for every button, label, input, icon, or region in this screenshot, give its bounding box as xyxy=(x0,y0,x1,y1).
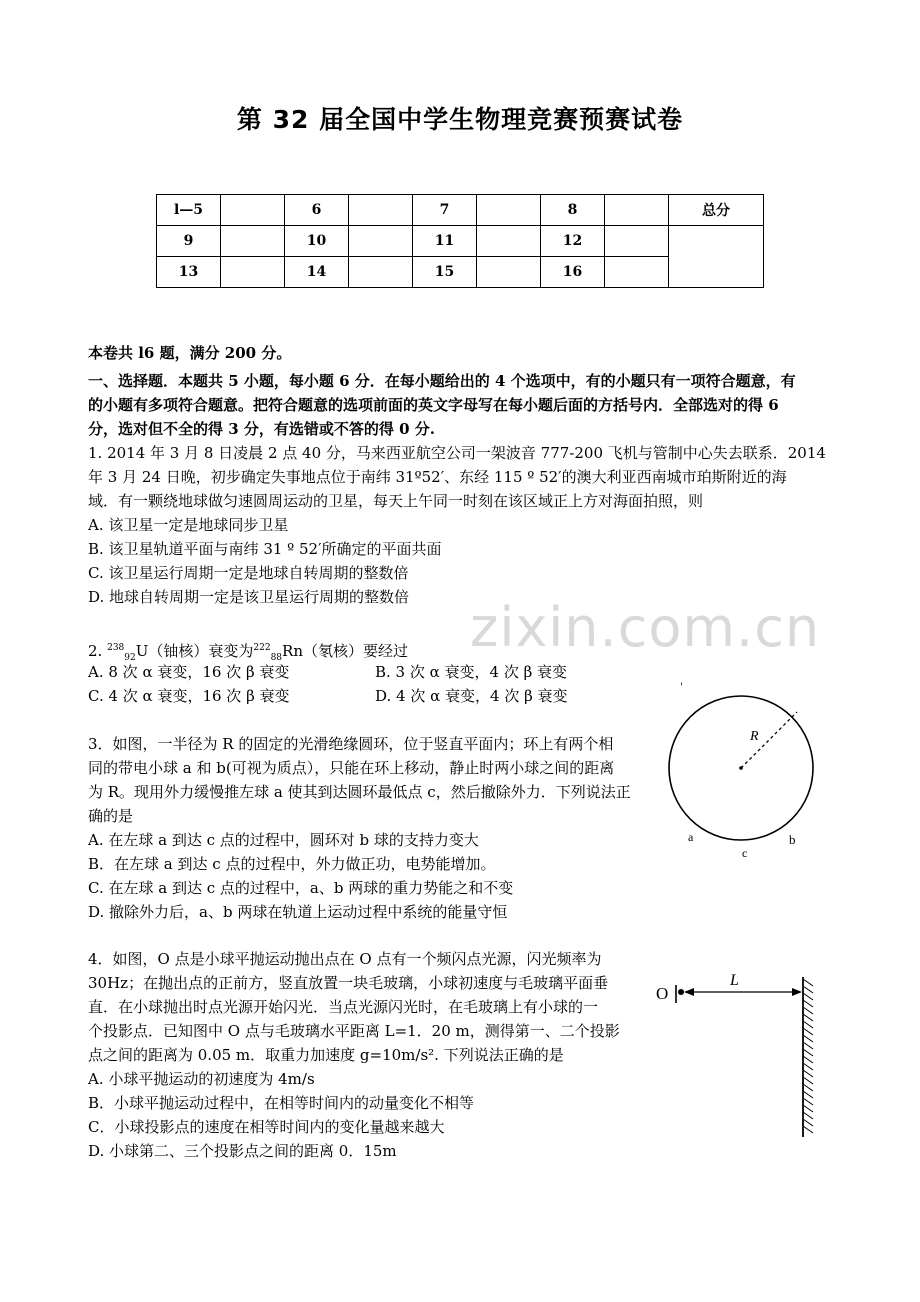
question-2 xyxy=(88,636,568,708)
option-a: A. 小球平抛运动的初速度为 4m/s xyxy=(88,1070,315,1088)
figure-mark: ' xyxy=(680,682,683,693)
table-cell xyxy=(605,195,669,226)
hatch-mark xyxy=(803,1063,813,1070)
table-row xyxy=(157,195,764,226)
table-row xyxy=(157,226,764,257)
hatch-mark xyxy=(803,1035,813,1042)
table-cell: 7 xyxy=(413,195,477,226)
option-a: A. 在左球 a 到达 c 点的过程中，圆环对 b 球的支持力变大 xyxy=(88,831,479,849)
text-line: 30Hz；在抛出点的正前方，竖直放置一块毛玻璃，小球初速度与毛玻璃平面垂 xyxy=(88,974,609,992)
table-cell xyxy=(221,226,285,257)
glass-hatching xyxy=(803,979,813,1133)
watermark: zixin.com.cn xyxy=(470,596,821,659)
options-row-2 xyxy=(88,684,568,708)
hatch-mark xyxy=(803,1084,813,1091)
table-cell: 6 xyxy=(285,195,349,226)
option-c: C．小球投影点的速度在相等时间内的变化量越来越大 xyxy=(88,1118,445,1136)
option-b: B. 3 次 α 衰变，4 次 β 衰变 xyxy=(375,663,568,681)
table-cell: 10 xyxy=(285,226,349,257)
text-line: 3．如图，一半径为 R 的固定的光滑绝缘圆环，位于竖直平面内；环上有两个相 xyxy=(88,735,614,753)
table-cell xyxy=(221,257,285,288)
table-cell xyxy=(349,257,413,288)
text-line: 确的是 xyxy=(88,807,134,825)
question-2-stem xyxy=(88,636,408,663)
ball-dot xyxy=(678,989,684,995)
uranium-atomic-number: 92 xyxy=(124,653,136,663)
hatch-mark xyxy=(803,1028,813,1035)
option-b: B．小球平抛运动过程中，在相等时间内的动量变化不相等 xyxy=(88,1094,475,1112)
score-table xyxy=(156,194,764,288)
table-cell: 12 xyxy=(541,226,605,257)
table-cell xyxy=(605,257,669,288)
hatch-mark xyxy=(803,1049,813,1056)
table-cell: 8 xyxy=(541,195,605,226)
text-line: 年 3 月 24 日晚，初步确定失事地点位于南纬 31º52′、东经 115 º 52′的澳大利亚西南城市珀斯附近的海 xyxy=(88,468,787,486)
question-1 xyxy=(88,441,826,609)
hatch-mark xyxy=(803,1014,813,1021)
total-score-cell[interactable] xyxy=(669,226,764,288)
table-cell xyxy=(221,195,285,226)
hatch-mark xyxy=(803,1077,813,1084)
hatch-mark xyxy=(803,1042,813,1049)
question-4 xyxy=(88,947,620,1163)
text-line: 为 R。现用外力缓慢推左球 a 使其到达圆环最低点 c，然后撤除外力．下列说法正 xyxy=(88,783,631,801)
hatch-mark xyxy=(803,986,813,993)
question-3 xyxy=(88,732,631,924)
uranium-text: U（铀核）衰变为 xyxy=(135,642,254,660)
hatch-mark xyxy=(803,993,813,1000)
hatch-mark xyxy=(803,1021,813,1028)
text-line: 直．在小球抛出时点光源开始闪光．当点光源闪光时，在毛玻璃上有小球的一 xyxy=(88,998,599,1016)
table-cell xyxy=(349,226,413,257)
table-cell: 16 xyxy=(541,257,605,288)
radon-text: Rn（氡核）要经过 xyxy=(282,642,408,660)
arrow-right-icon xyxy=(792,988,802,996)
total-label: 总分 xyxy=(669,195,764,226)
text-line: 域．有一颗绕地球做匀速圆周运动的卫星，每天上午同一时刻在该区域正上方对海面拍照，则 xyxy=(88,492,704,510)
hatch-mark xyxy=(803,1098,813,1105)
section-1-instructions xyxy=(88,369,796,441)
text-line: 一、选择题．本题共 5 小题，每小题 6 分．在每小题给出的 4 个选项中，有的小题只有一项符合题意，有 xyxy=(88,372,796,390)
text-line: 个投影点．已知图中 O 点与毛玻璃水平距离 L=1．20 m，测得第一、二个投影 xyxy=(88,1022,620,1040)
radon-atomic-number: 88 xyxy=(270,653,283,663)
point-o-label: O xyxy=(656,984,669,1003)
hatch-mark xyxy=(803,1105,813,1112)
hatch-mark xyxy=(803,1007,813,1014)
text-line: 4．如图，O 点是小球平抛运动抛出点在 O 点有一个频闪点光源，闪光频率为 xyxy=(88,950,602,968)
option-a: A. 该卫星一定是地球同步卫星 xyxy=(88,516,289,534)
hatch-mark xyxy=(803,1056,813,1063)
option-d: D. 地球自转周期一定是该卫星运行周期的整数倍 xyxy=(88,588,410,606)
uranium-mass-number: 238 xyxy=(107,643,125,653)
radon-mass-number: 222 xyxy=(253,643,271,653)
projectile-figure xyxy=(650,965,825,1140)
text-line: 分，选对但不全的得 3 分，有选错或不答的得 0 分. xyxy=(88,420,435,438)
ball-a-label: a xyxy=(688,830,694,844)
hatch-mark xyxy=(803,979,813,986)
option-d: D. 小球第二、三个投影点之间的距离 0．15m xyxy=(88,1142,397,1160)
intro-text: 本卷共 l6 题，满分 200 分。 xyxy=(88,344,292,362)
text-line: 1. 2014 年 3 月 8 日凌晨 2 点 40 分，马来西亚航空公司一架波音 777-200 飞机与管制中心失去联系．2014 xyxy=(88,444,826,462)
hatch-mark xyxy=(803,1126,813,1133)
point-c-label: c xyxy=(742,846,748,860)
option-c: C. 在左球 a 到达 c 点的过程中，a、b 两球的重力势能之和不变 xyxy=(88,879,514,897)
text-line: 同的带电小球 a 和 b(可视为质点），只能在环上移动，静止时两小球之间的距离 xyxy=(88,759,615,777)
options-row-1 xyxy=(88,660,568,684)
table-cell: 15 xyxy=(413,257,477,288)
question-number: 2. xyxy=(88,642,108,660)
table-cell xyxy=(349,195,413,226)
table-cell: 13 xyxy=(157,257,221,288)
option-d: D. 撤除外力后，a、b 两球在轨道上运动过程中系统的能量守恒 xyxy=(88,903,508,921)
table-cell xyxy=(477,226,541,257)
hatch-mark xyxy=(803,1000,813,1007)
hatch-mark xyxy=(803,1070,813,1077)
ring-figure xyxy=(668,684,828,864)
table-cell: l—5 xyxy=(157,195,221,226)
text-line: 的小题有多项符合题意。把符合题意的选项前面的英文字母写在每小题后面的方括号内．全部选对的得 6 xyxy=(88,396,779,414)
table-cell: 11 xyxy=(413,226,477,257)
table-cell: 14 xyxy=(285,257,349,288)
table-cell xyxy=(477,257,541,288)
ball-b-label: b xyxy=(789,832,796,847)
hatch-mark xyxy=(803,1091,813,1098)
option-c: C. 4 次 α 衰变，16 次 β 衰变 xyxy=(88,687,290,705)
option-d: D. 4 次 α 衰变，4 次 β 衰变 xyxy=(375,687,568,705)
distance-label: L xyxy=(730,972,739,989)
hatch-mark xyxy=(803,1112,813,1119)
hatch-mark xyxy=(803,1119,813,1126)
text-line: 点之间的距离为 0.05 m．取重力加速度 g=10m/s². 下列说法正确的是 xyxy=(88,1046,564,1064)
arrow-left-icon xyxy=(684,988,694,996)
radius-label: R xyxy=(750,729,759,744)
table-cell xyxy=(605,226,669,257)
option-b: B. 该卫星轨道平面与南纬 31 º 52′所确定的平面共面 xyxy=(88,540,442,558)
option-c: C. 该卫星运行周期一定是地球自转周期的整数倍 xyxy=(88,564,409,582)
page-title: 第 32 届全国中学生物理竞赛预赛试卷 xyxy=(236,105,684,134)
table-cell: 9 xyxy=(157,226,221,257)
option-a: A. 8 次 α 衰变，16 次 β 衰变 xyxy=(88,663,290,681)
option-b: B．在左球 a 到达 c 点的过程中，外力做正功，电势能增加。 xyxy=(88,855,496,873)
table-cell xyxy=(477,195,541,226)
